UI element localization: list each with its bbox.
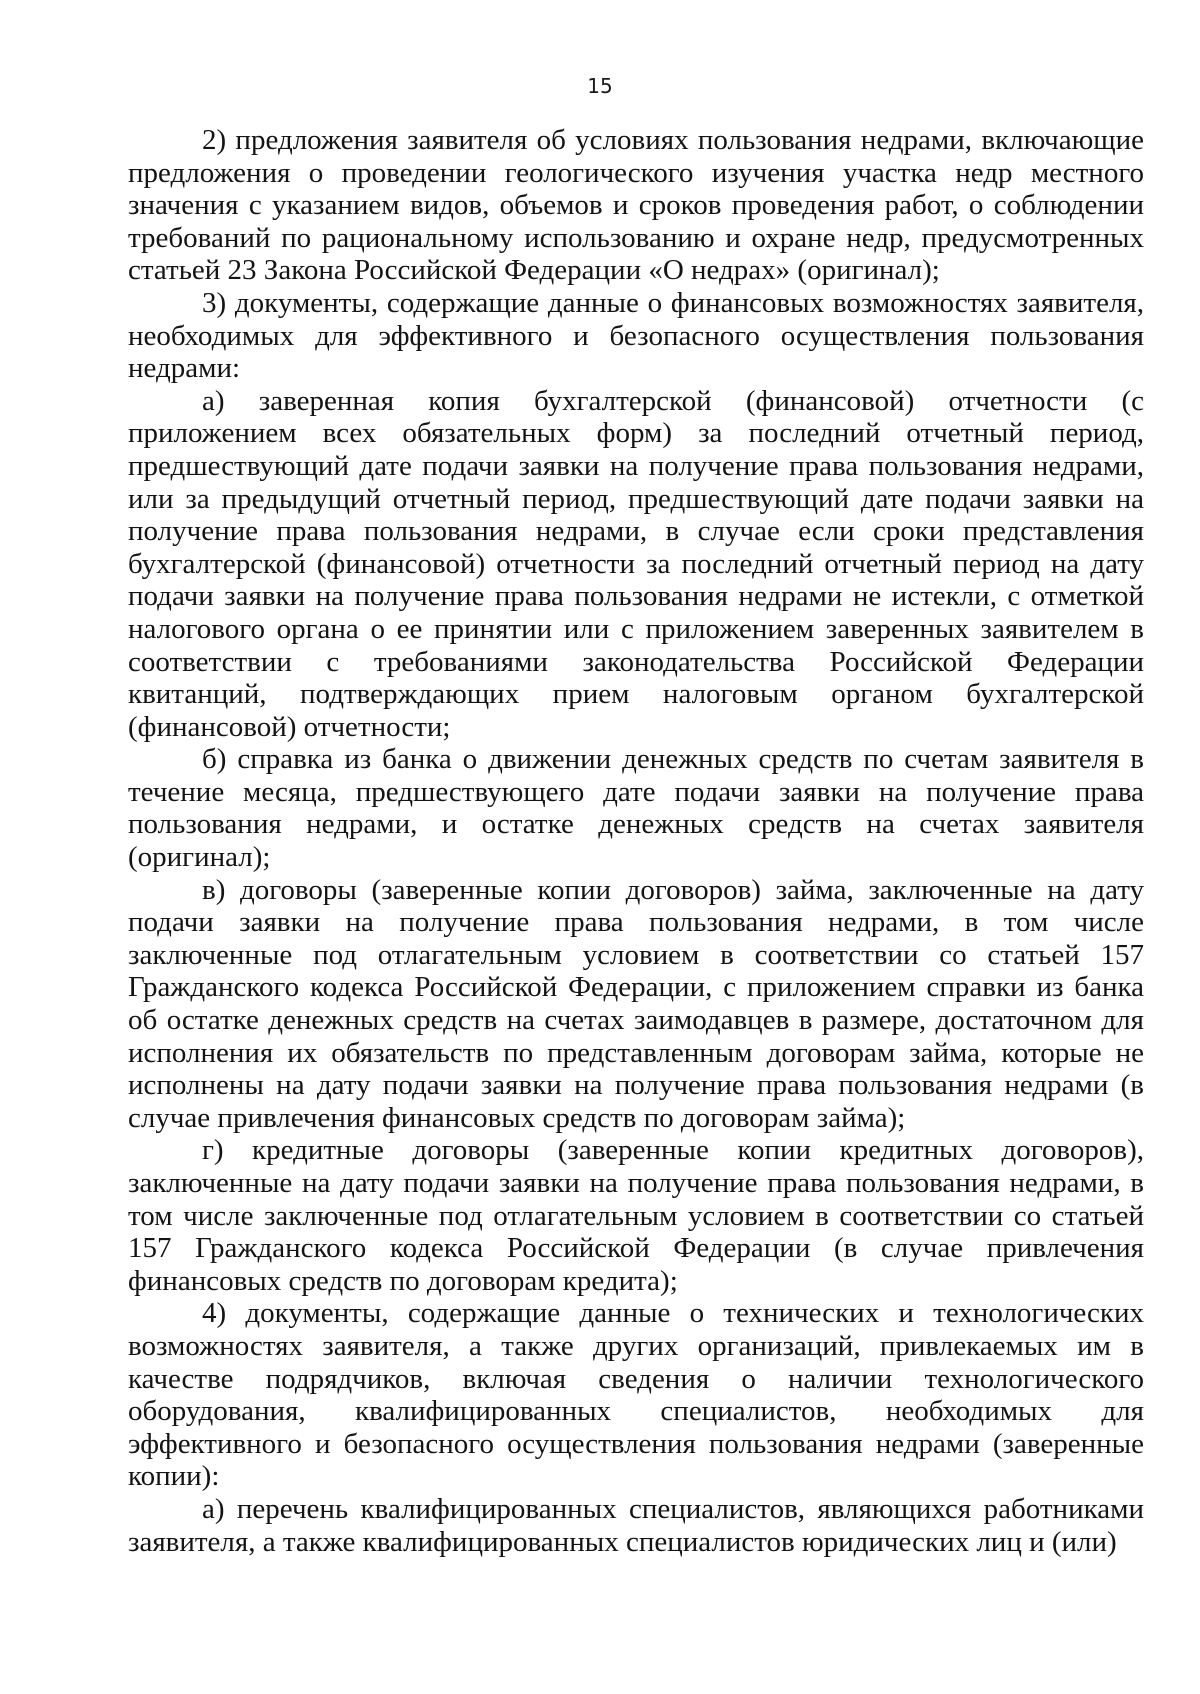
paragraph-item-4-technical-documents: 4) документы, содержащие данные о технических и технологических возможностях заявителя, а также других организаций, привлекаемых им в качестве подрядчиков, включая сведения о наличии технологического оборудования, квалифицированных специалистов, необходимых для эффективного и безопасного осуществления пользования недрами (заверенные копии):	[128, 1297, 1144, 1493]
document-body	[128, 124, 1144, 1558]
paragraph-item-2-proposals: 2) предложения заявителя об условиях пользования недрами, включающие предложения о проведении геологического изучения участка недр местного значения с указанием видов, объемов и сроков проведения работ, о соблюдении требований по рациональному использованию и охране недр, предусмотренных статьей 23 Закона Российской Федерации «О недрах» (оригинал);	[128, 124, 1144, 287]
paragraph-subitem-g-credit-agreements: г) кредитные договоры (заверенные копии кредитных договоров), заключенные на дату подачи заявки на получение права пользования недрами, в том числе заключенные под отлагательным условием в соответствии со статьей 157 Гражданского кодекса Российской Федерации (в случае привлечения финансовых средств по договорам кредита);	[128, 1134, 1144, 1297]
paragraph-item-3-financial-documents: 3) документы, содержащие данные о финансовых возможностях заявителя, необходимых для эффективного и безопасного осуществления пользования недрами:	[128, 286, 1144, 385]
page-number: 15	[587, 74, 613, 98]
paragraph-subitem-v-loan-agreements: в) договоры (заверенные копии договоров) займа, заключенные на дату подачи заявки на получение права пользования недрами, в том числе заключенные под отлагательным условием в соответствии со статьей 157 Гражданского кодекса Российской Федерации, с приложением справки из банка об остатке денежных средств на счетах заимодавцев в размере, достаточном для исполнения их обязательств по представленным договорам займа, которые не исполнены на дату подачи заявки на получение права пользования недрами (в случае привлечения финансовых средств по договорам займа);	[128, 873, 1144, 1134]
paragraph-subitem-a-specialists-list: а) перечень квалифицированных специалистов, являющихся работниками заявителя, а также квалифицированных специалистов юридических лиц и (или)	[128, 1492, 1144, 1558]
paragraph-subitem-b-bank-statement: б) справка из банка о движении денежных средств по счетам заявителя в течение месяца, предшествующего дате подачи заявки на получение права пользования недрами, и остатке денежных средств на счетах заявителя (оригинал);	[128, 743, 1144, 874]
paragraph-subitem-a-accounting-report: а) заверенная копия бухгалтерской (финансовой) отчетности (с приложением всех обязательных форм) за последний отчетный период, предшествующий дате подачи заявки на получение права пользования недрами, или за предыдущий отчетный период, предшествующий дате подачи заявки на получение права пользования недрами, в случае если сроки представления бухгалтерской (финансовой) отчетности за последний отчетный период на дату подачи заявки на получение права пользования недрами не истекли, с отметкой налогового органа о ее принятии или с приложением заверенных заявителем в соответствии с требованиями законодательства Российской Федерации квитанций, подтверждающих прием налоговым органом бухгалтерской (финансовой) отчетности;	[128, 384, 1144, 743]
